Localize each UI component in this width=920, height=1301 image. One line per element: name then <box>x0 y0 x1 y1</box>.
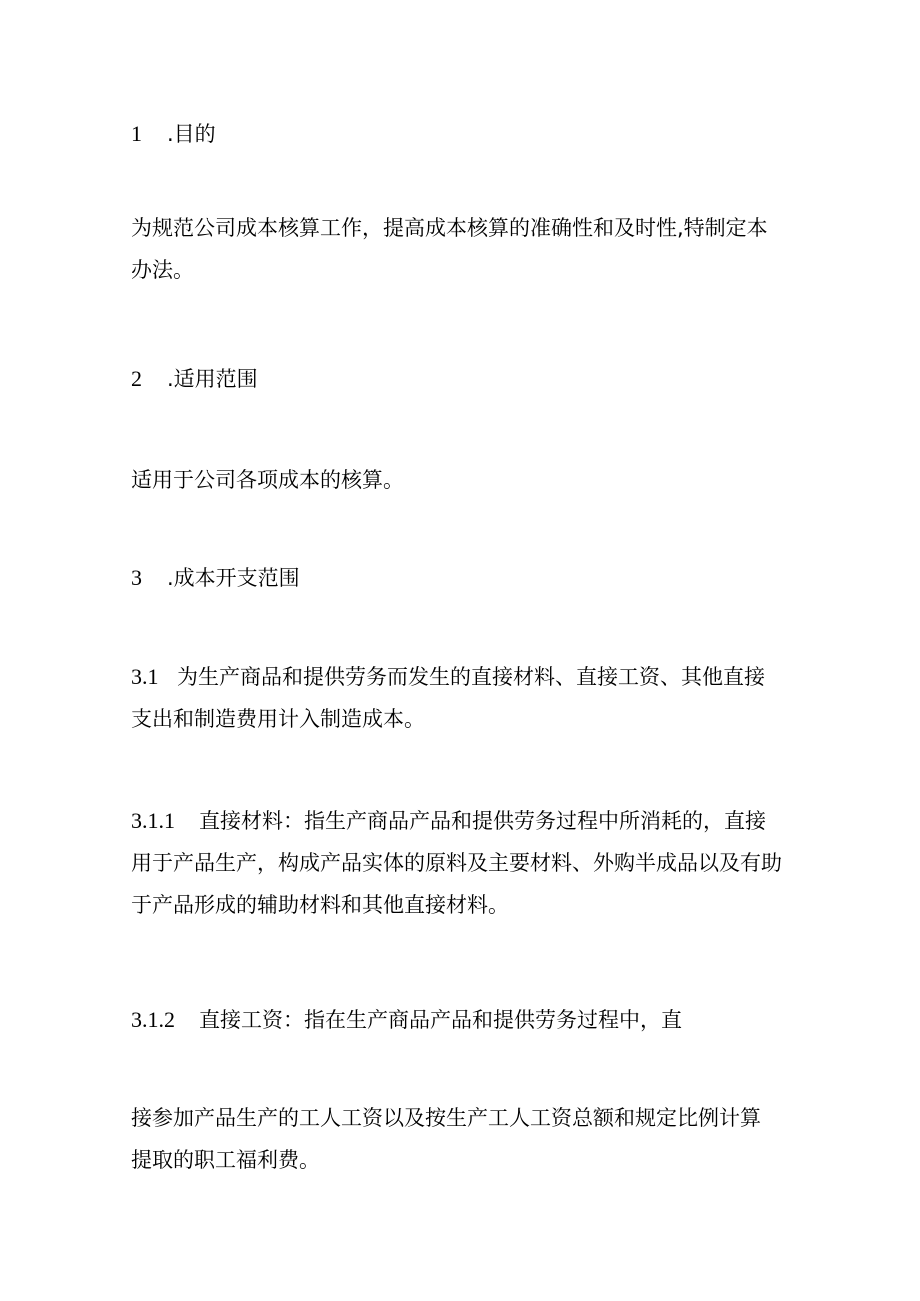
scope-paragraph <box>131 459 791 501</box>
heading-title: .成本开支范围 <box>167 566 300 590</box>
paragraph-line: 为规范公司成本核算工作，提高成本核算的准确性和及时性,特制定本 <box>131 216 768 240</box>
heading-title: .目的 <box>167 122 216 146</box>
clause-number: 3.1.1 <box>131 808 175 833</box>
clause-3-1-1 <box>131 800 791 926</box>
heading-title: .适用范围 <box>167 367 258 391</box>
heading-2 <box>131 358 791 400</box>
heading-number: 2 <box>131 366 142 391</box>
paragraph-line: 为生产商品和提供劳务而发生的直接材料、直接工资、其他直接 <box>177 665 765 689</box>
paragraph-line: 直接工资：指在生产商品产品和提供劳务过程中，直 <box>199 1008 682 1032</box>
clause-3-1-2 <box>131 999 791 1041</box>
heading-number: 3 <box>131 565 142 590</box>
paragraph-line: 直接材料：指生产商品产品和提供劳务过程中所消耗的，直接 <box>199 809 766 833</box>
paragraph-line: 接参加产品生产的工人工资以及按生产工人工资总额和规定比例计算 <box>131 1106 761 1130</box>
paragraph-line: 提取的职工福利费。 <box>131 1148 320 1172</box>
paragraph-line: 支出和制造费用计入制造成本。 <box>131 707 425 731</box>
paragraph-line: 适用于公司各项成本的核算。 <box>131 468 404 492</box>
heading-3 <box>131 557 791 599</box>
paragraph-line: 用于产品生产，构成产品实体的原料及主要材料、外购半成品以及有助 <box>131 851 782 875</box>
heading-1 <box>131 113 791 155</box>
clause-number: 3.1 <box>131 664 159 689</box>
clause-3-1 <box>131 656 791 740</box>
purpose-paragraph <box>131 207 791 291</box>
paragraph-line: 办法。 <box>131 258 194 282</box>
clause-number: 3.1.2 <box>131 1007 175 1032</box>
heading-number: 1 <box>131 121 142 146</box>
clause-3-1-2-continuation <box>131 1097 791 1181</box>
paragraph-line: 于产品形成的辅助材料和其他直接材料。 <box>131 893 509 917</box>
